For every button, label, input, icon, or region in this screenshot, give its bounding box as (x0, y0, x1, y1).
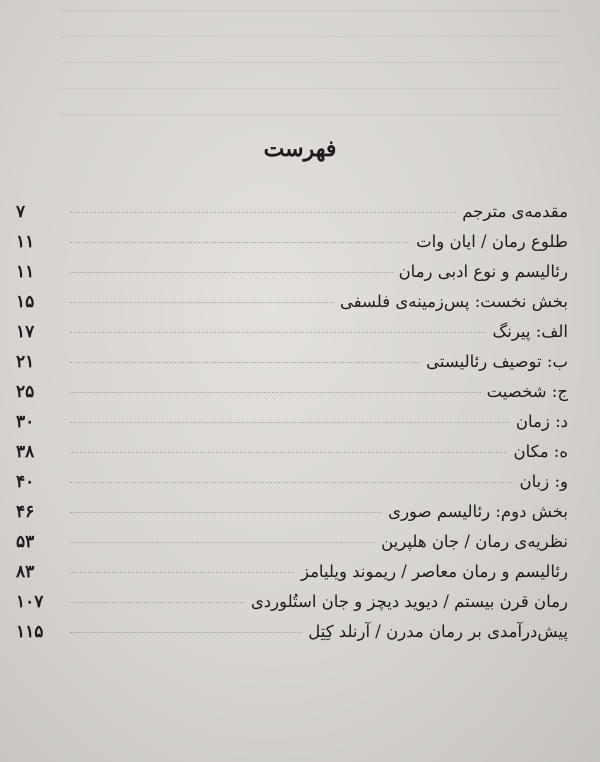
page-title: فهرست (263, 136, 337, 162)
toc-entry (16, 532, 600, 562)
toc-page-number: ۱۱۵ (16, 622, 44, 642)
toc-page-number: ۳۰ (16, 412, 35, 432)
toc-page-number: ۱۱ (16, 232, 35, 252)
toc-entry (16, 292, 600, 322)
toc-entry-title: بخش نخست: پس‌زمینه‌ی فلسفی (339, 292, 568, 311)
toc-entry (16, 352, 600, 382)
dot-leader (70, 302, 334, 303)
toc-entry (16, 502, 600, 532)
toc-entry-title: ه: مکان (513, 442, 568, 461)
toc-entry (16, 232, 600, 262)
dot-leader (70, 362, 420, 363)
toc-entry-title: د: زمان (515, 412, 568, 431)
toc-page-number: ۱۱ (16, 262, 35, 282)
bleed-through-text (60, 10, 560, 140)
toc-page-number: ۳۸ (16, 442, 35, 462)
dot-leader (70, 482, 514, 483)
toc-entry (16, 622, 600, 652)
toc-entry-title: مقدمه‌ی مترجم (462, 202, 568, 221)
toc-entry-title: الف: پیرنگ (492, 322, 568, 341)
toc-entry (16, 202, 600, 232)
toc-entry-title: ب: توصیف رئالیستی (426, 352, 568, 371)
dot-leader (70, 512, 382, 513)
toc-entry (16, 472, 600, 502)
toc-page-number: ۲۵ (16, 382, 35, 402)
dot-leader (70, 332, 486, 333)
dot-leader (70, 392, 481, 393)
toc-page-number: ۷ (16, 202, 26, 222)
toc-page-number: ۱۵ (16, 292, 35, 312)
dot-leader (70, 632, 302, 633)
dot-leader (70, 212, 456, 213)
toc-entry-title: ج: شخصیت (486, 382, 568, 401)
toc-page-number: ۸۳ (16, 562, 35, 582)
toc-entry (16, 412, 600, 442)
dot-leader (70, 452, 507, 453)
toc-entry-title: طلوع رمان / ایان وات (416, 232, 568, 251)
toc-entry (16, 382, 600, 412)
dot-leader (70, 542, 375, 543)
toc-entry-title: رمان قرن بیستم / دیوید دیچز و جان استُلوردی (250, 592, 568, 611)
toc-entry (16, 592, 600, 622)
toc-entry (16, 562, 600, 592)
toc-entry-title: بخش دوم: رئالیسم صوری (388, 502, 568, 521)
toc-entry (16, 322, 600, 352)
toc-entry-title: نظریه‌ی رمان / جان هلپرین (381, 532, 568, 551)
toc-entry-title: رئالیسم و رمان معاصر / ریموند ویلیامز (300, 562, 568, 581)
toc-entry-title: رئالیسم و نوع ادبی رمان (398, 262, 568, 281)
dot-leader (70, 602, 245, 603)
dot-leader (70, 242, 410, 243)
toc-entry-title: و: زبان (519, 472, 568, 491)
dot-leader (70, 272, 393, 273)
toc-page-number: ۲۱ (16, 352, 35, 372)
toc-page-number: ۱۷ (16, 322, 35, 342)
toc-page-number: ۴۶ (16, 502, 35, 522)
dot-leader (70, 572, 295, 573)
dot-leader (70, 422, 510, 423)
toc-entry-title: پیش‌درآمدی بر رمان مدرن / آرنلد کِتِل (308, 622, 568, 641)
toc-page-number: ۱۰۷ (16, 592, 44, 612)
toc-entry (16, 442, 600, 472)
toc-page-number: ۴۰ (16, 472, 35, 492)
toc-entry (16, 262, 600, 292)
toc-page-number: ۵۳ (16, 532, 35, 552)
